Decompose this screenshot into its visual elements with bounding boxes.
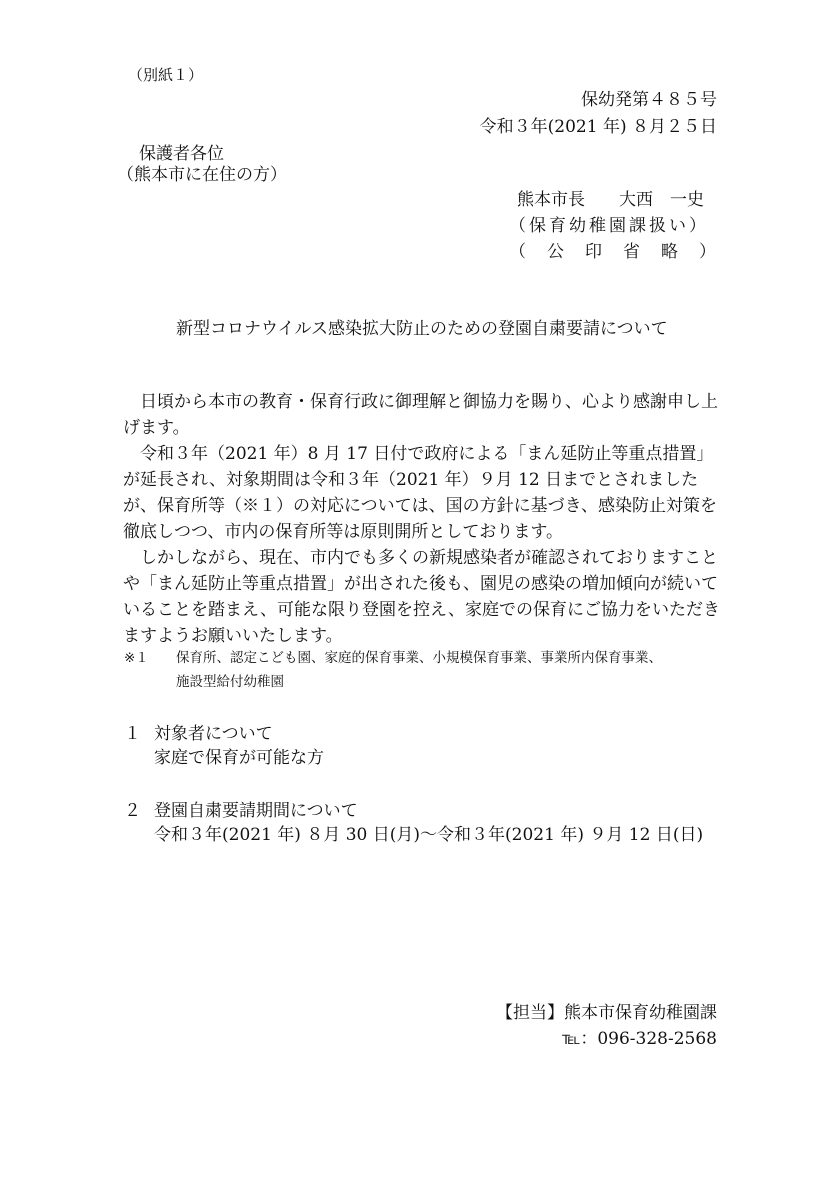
footnote-text: 保育所、認定こども園、家庭的保育事業、小規模保育事業、事業所内保育事業、 bbox=[176, 650, 662, 666]
document-title: 新型コロナウイルス感染拡大防止のための登園自粛要請について bbox=[176, 319, 668, 339]
footnote-text-continued: 施設型給付幼稚園 bbox=[176, 674, 284, 690]
document-date: 令和３年(2021 年) ８月２５日 bbox=[479, 117, 717, 137]
section-2-heading: 登園自粛要請期間について bbox=[154, 801, 358, 821]
sender-name: 熊本市長 大西 一史 bbox=[517, 190, 704, 210]
paragraph-greeting: 日頃から本市の教育・保育行政に御理解と御協力を賜り、心より感謝申し上げます。 bbox=[123, 392, 718, 438]
section-2-number: ２ bbox=[124, 801, 141, 821]
sender-department: （保育幼稚園課扱い） bbox=[509, 216, 709, 236]
attachment-label: （別紙１） bbox=[128, 66, 204, 84]
seal-omitted: （ 公 印 省 略 ） bbox=[509, 242, 718, 262]
contact-phone: ℡：096-328-2568 bbox=[562, 1029, 717, 1049]
addressee-note: （熊本市に在住の方） bbox=[117, 165, 287, 185]
document-number: 保幼発第４８５号 bbox=[581, 90, 717, 110]
paragraph-request: しかしながら、現在、市内でも多くの新規感染者が確認されておりますことや「まん延防止等重点措置」が出された後も、園児の感染の増加傾向が続いていることを踏まえ、可能な限り登園を控え、家庭での保育にご協力をいただきますようお願いいたします。 bbox=[123, 548, 721, 646]
section-1-number: １ bbox=[124, 724, 141, 744]
section-2-content: 令和３年(2021 年) ８月 30 日(月)～令和３年(2021 年) ９月 12 日(日) bbox=[154, 825, 704, 845]
footnote-mark: ※１ bbox=[124, 650, 149, 666]
contact-department: 【担当】熊本市保育幼稚園課 bbox=[496, 1003, 717, 1023]
addressee: 保護者各位 bbox=[139, 144, 224, 164]
section-1-heading: 対象者について bbox=[154, 724, 273, 744]
section-1-content: 家庭で保育が可能な方 bbox=[154, 748, 324, 768]
paragraph-measures: 令和３年（2021 年）8 月 17 日付で政府による「まん延防止等重点措置」が延長され、対象期間は令和３年（2021 年）９月 12 日までとされましたが、保育所等（※１）の対応については、国の方針に基づき、感染防止対策を徹底しつつ、市内の保育所等は原則開所としております。 bbox=[123, 444, 717, 542]
